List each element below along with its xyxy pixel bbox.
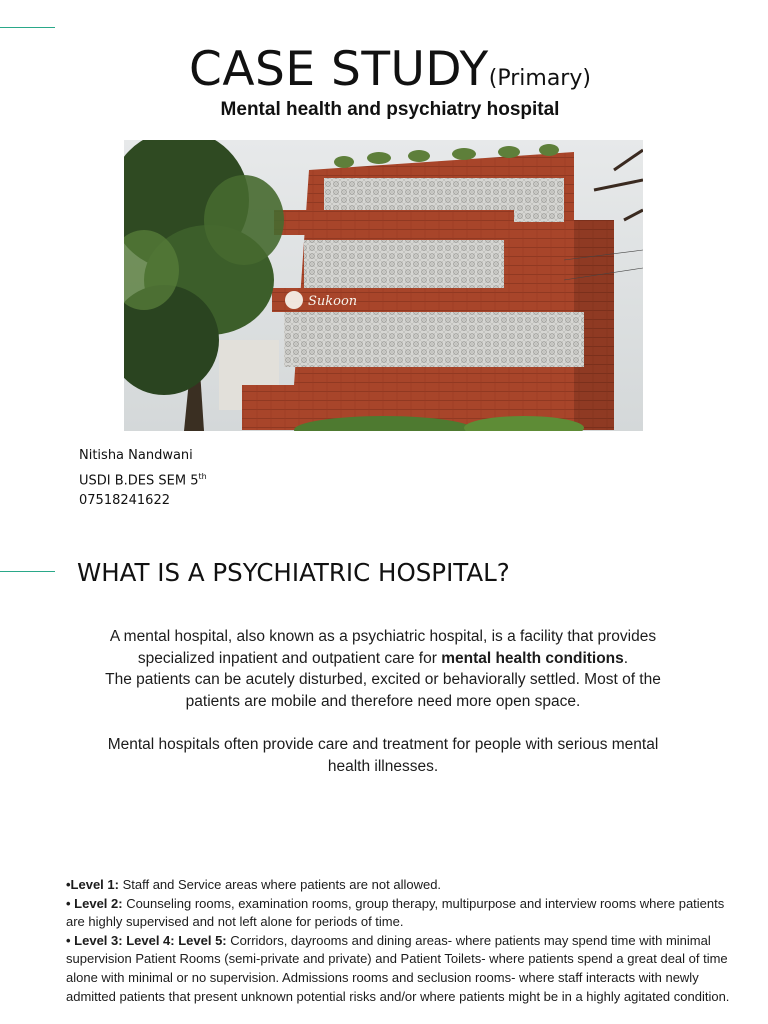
paragraph-1-end: . bbox=[623, 649, 629, 667]
section-body bbox=[100, 626, 666, 778]
level-text: Counseling rooms, examination rooms, group therapy, multipurpose and interview rooms where patients are highly supervised and not left alone for periods of time. bbox=[66, 895, 725, 930]
accent-line-top bbox=[0, 27, 55, 28]
level-label: • Level 2: bbox=[66, 895, 123, 911]
level-text: Staff and Service areas where patients are not allowed. bbox=[118, 877, 442, 892]
paragraph-1-text: A mental hospital, also known as a psychiatric hospital, is a facility that provides specialized inpatient and outpatient care for bbox=[109, 628, 657, 667]
author-phone: 07518241622 bbox=[79, 493, 170, 509]
author-course bbox=[79, 467, 207, 492]
course-superscript: th bbox=[198, 471, 207, 481]
page-subtitle: Mental health and psychiatry hospital bbox=[220, 99, 560, 120]
paragraph-2: The patients can be acutely disturbed, excited or behaviorally settled. Most of the patients are mobile and therefore need more open space. bbox=[105, 671, 661, 710]
course-text: USDI B.DES SEM 5 bbox=[79, 472, 199, 488]
paragraph-3: Mental hospitals often provide care and treatment for people with serious mental health illnesses. bbox=[107, 736, 659, 775]
section-heading: WHAT IS A PSYCHIATRIC HOSPITAL? bbox=[77, 558, 510, 587]
title-main: CASE STUDY bbox=[189, 42, 489, 97]
page-title bbox=[0, 42, 768, 97]
list-item bbox=[66, 876, 738, 895]
level-label: • Level 3: Level 4: Level 5: bbox=[66, 932, 227, 948]
hospital-photo bbox=[124, 140, 643, 431]
list-item bbox=[66, 932, 738, 1006]
level-label: •Level 1: bbox=[66, 877, 119, 892]
sukoon-sign: Sukoon bbox=[308, 294, 358, 309]
level-text: Corridors, dayrooms and dining areas- where patients may spend time with minimal supervision Patient Rooms (semi-private and private) and Patient Toilets- where patients spend a great deal of time alone with minimal or no supervision. Admissions rooms and seclusion rooms- where staff interacts with newly admitted patients that present unknown potential risks and/or where patients might be in a highly agitated condition. bbox=[66, 932, 730, 1004]
list-item bbox=[66, 895, 738, 932]
paragraph-1 bbox=[100, 626, 666, 669]
author-name: Nitisha Nandwani bbox=[79, 448, 193, 463]
author-block bbox=[79, 446, 207, 512]
paragraph-1-bold: mental health conditions bbox=[441, 649, 624, 667]
levels-list bbox=[66, 876, 738, 1006]
accent-line-section bbox=[0, 571, 55, 572]
title-suffix: (Primary) bbox=[488, 66, 591, 91]
